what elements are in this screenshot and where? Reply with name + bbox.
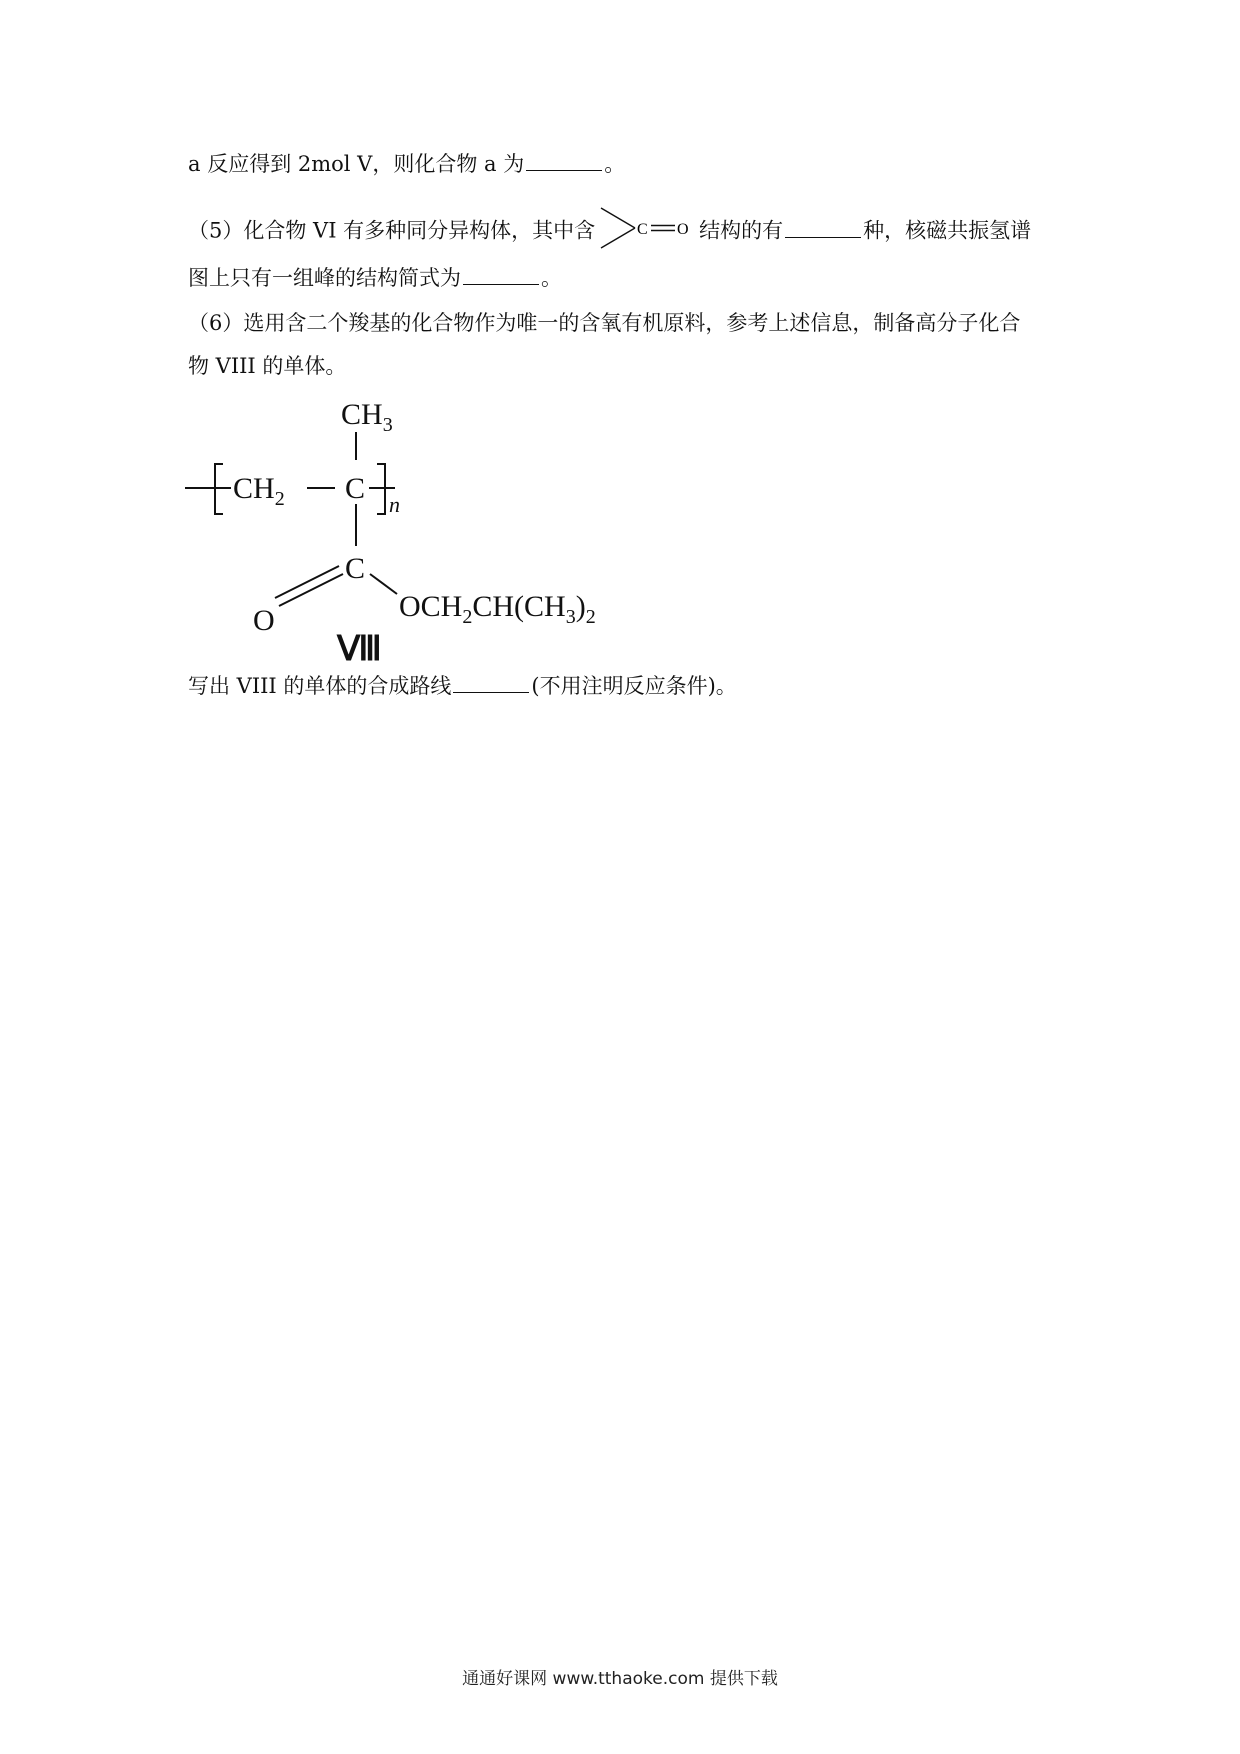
carbonyl-oxygen: O xyxy=(253,604,275,637)
text-line-4 xyxy=(188,309,1020,337)
line2-end: 种，核磁共振氢谱 xyxy=(863,218,1032,243)
ch3-label: $CH_3$ xyxy=(341,398,393,436)
carbonyl-carbon: C xyxy=(345,552,366,585)
line3-text: 图上只有一组峰的结构简式为 xyxy=(188,266,461,290)
repeat-index-n: n xyxy=(389,492,400,517)
text-line-2 xyxy=(188,208,1031,256)
page-footer: 通通好课网 www.tthaoke.com 提供下载 xyxy=(462,1669,778,1689)
ch2-label: $CH_2$ xyxy=(233,472,285,510)
inline-c-symbol: C xyxy=(637,221,648,238)
line1-end: 。 xyxy=(604,152,626,176)
text-line-6 xyxy=(188,672,737,700)
text-line-3 xyxy=(188,264,562,292)
polymer-structure-viii xyxy=(185,388,665,668)
compound-label-viii: Ⅷ xyxy=(337,631,382,668)
answer-blank xyxy=(526,152,602,171)
line2-mid: 结构的有 xyxy=(699,218,784,243)
text-line-5 xyxy=(188,352,346,380)
line3-end: 。 xyxy=(541,266,562,290)
answer-blank xyxy=(785,219,861,238)
central-carbon: C xyxy=(345,472,366,505)
answer-blank xyxy=(463,266,539,285)
inline-o-symbol: O xyxy=(677,221,689,238)
text-line-1 xyxy=(188,150,625,178)
isobutyl-ester-group: $OCH_2CH(CH_3)_2$ xyxy=(399,590,596,628)
line1-text: a 反应得到 2mol V，则化合物 a 为 xyxy=(188,152,525,176)
line5-text: 物 VIII 的单体。 xyxy=(188,354,347,378)
line4-text: （6）选用含二个羧基的化合物作为唯一的含氧有机原料，参考上述信息，制备高分子化合 xyxy=(188,311,1021,335)
line6-end: (不用注明反应条件)。 xyxy=(531,674,737,698)
line2-text: （5）化合物 VI 有多种同分异构体，其中含 xyxy=(188,218,596,243)
answer-blank xyxy=(453,674,529,693)
line6-text: 写出 VIII 的单体的合成路线 xyxy=(188,674,452,698)
carbonyl-group-diagram xyxy=(595,204,699,252)
